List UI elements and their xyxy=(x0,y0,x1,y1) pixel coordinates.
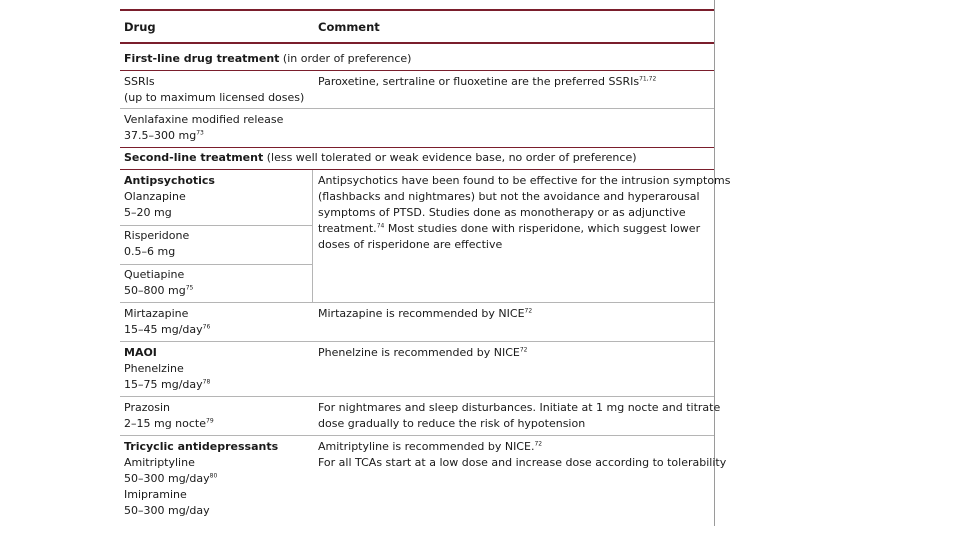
row-divider xyxy=(120,341,714,342)
section-rule xyxy=(120,169,714,170)
section-rule xyxy=(120,70,714,71)
prazosin-comment: For nightmares and sleep disturbances. Initiate at 1 mg nocte and titrate dose gradually to reduce the risk of hypotension xyxy=(318,401,721,430)
tricyclic-drug: Tricyclic antidepressants Amitriptyline 50–300 mg/day$^{80}$ Imipramine 50–300 mg/day xyxy=(124,440,279,517)
header-rule xyxy=(120,42,714,44)
row-divider xyxy=(120,396,714,397)
ssris-drug: SSRIs (up to maximum licensed doses) xyxy=(124,75,305,104)
first-line-section-title: First-line drug treatment (in order of preference) xyxy=(124,52,412,65)
maoi-drug: MAOI Phenelzine 15–75 mg/day$^{78}$ xyxy=(124,346,211,391)
row-divider xyxy=(120,435,714,436)
antipsychotics-drug: Antipsychotics Olanzapine 5–20 mg xyxy=(124,174,215,219)
antipsychotics-comment: Antipsychotics have been found to be effective for the intrusion symptoms (flashbacks and nightmares) but not the avoidance and hyperarousal symptoms of PTSD. Studies done as monotherapy or as adjunctive treatment.$^{74}$ Most studies done with risperidone, which suggest lower doses of risperidone are effective xyxy=(318,174,731,251)
prazosin-drug: Prazosin 2–15 mg nocte$^{79}$ xyxy=(124,401,214,430)
tricyclic-comment: Amitriptyline is recommended by NICE.$^{72}$ For all TCAs start at a low dose and increase dose according to tolerability xyxy=(318,440,727,469)
venlafaxine-drug: Venlafaxine modified release 37.5–300 $mg^{73}$ xyxy=(124,113,284,142)
row-divider xyxy=(120,264,312,265)
row-divider xyxy=(120,108,714,109)
risperidone-drug: Risperidone 0.5–6 mg xyxy=(124,229,190,258)
second-line-section-title: Second-line treatment (less well tolerated or weak evidence base, no order of preference) xyxy=(124,151,637,164)
row-divider xyxy=(120,302,714,303)
ssris-comment: Paroxetine, sertraline or fluoxetine are the preferred SSRIs$^{71,72}$ xyxy=(318,75,657,88)
column-divider xyxy=(312,170,313,302)
section-rule xyxy=(120,147,714,148)
row-divider xyxy=(120,225,312,226)
maoi-comment: Phenelzine is recommended by NICE$^{72}$ xyxy=(318,346,528,359)
mirtazapine-drug: Mirtazapine 15–45 mg/day$^{76}$ xyxy=(124,307,211,336)
table-header xyxy=(120,11,714,43)
mirtazapine-comment: Mirtazapine is recommended by NICE$^{72}$ xyxy=(318,307,533,320)
header-drug: Drug xyxy=(124,20,156,34)
quetiapine-drug: Quetiapine 50–800 $mg^{75}$ xyxy=(124,268,194,297)
header-comment: Comment xyxy=(318,20,380,34)
